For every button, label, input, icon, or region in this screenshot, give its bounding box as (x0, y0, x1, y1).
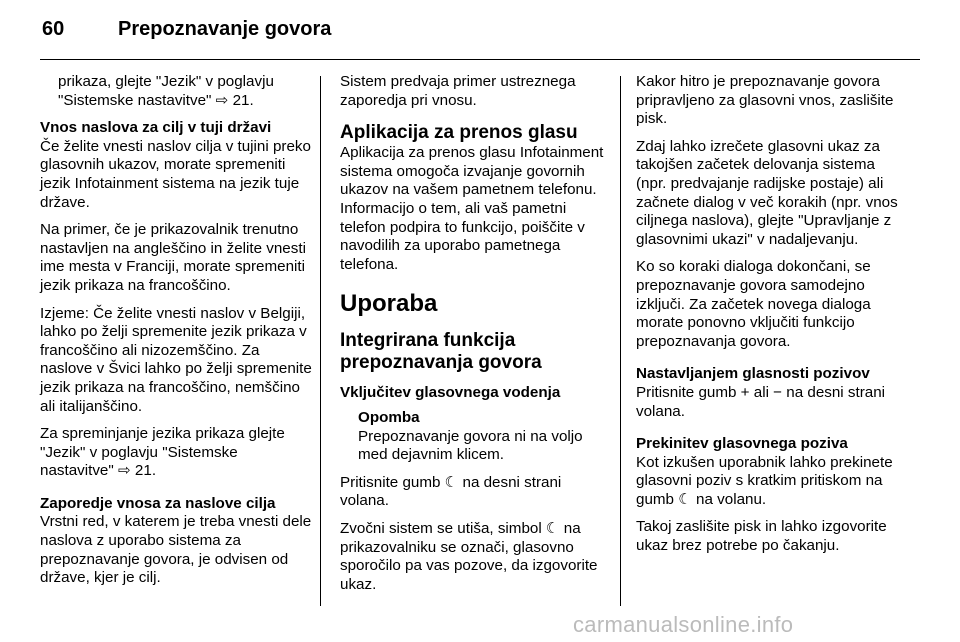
paragraph: Če želite vnesti naslov cilja v tujini preko glasovnih ukazov, morate spremeniti jezik Infotainment sistema na jezik tuje države. (40, 137, 311, 211)
paragraph: Kot izkušen uporabnik lahko prekinete glasovni poziv s kratkim pritiskom na gumb ☾ na volanu. (636, 453, 893, 508)
note-title: Opomba (358, 408, 420, 426)
section-heading: Nastavljanjem glasnosti pozivov (636, 365, 870, 383)
paragraph: Pritisnite gumb + ali − na desni strani volana. (636, 383, 886, 420)
section-heading: Zaporedje vnosa za naslove cilja (40, 494, 276, 512)
section-heading-large: Aplikacija za prenos glasu (340, 122, 578, 144)
section-heading: Prekinitev glasovnega poziva (636, 435, 848, 453)
section-heading: Vključitev glasovnega vodenja (340, 384, 561, 402)
column-divider-1 (320, 76, 321, 606)
paragraph: Kakor hitro je prepoznavanje govora pripravljeno za glasovni vnos, zaslišite pisk. (636, 73, 894, 128)
paragraph: Ko so koraki dialoga dokončani, se prepoznavanje govora samodejno izključi. Za začetek novega dialoga morate ponovno vključiti funkcijo prepoznavanja govora. (636, 258, 871, 350)
column-1 (40, 73, 312, 597)
page-header (0, 0, 960, 62)
paragraph: Izjeme: Če želite vnesti naslov v Belgiji, lahko po želji spremenite jezik prikaza v francoščino ali nizozemščino. Za naslove v Švici lahko po želji spremenite jezik prikaza na francoščino, nemščino ali italijanščino. (40, 304, 312, 415)
column-divider-2 (620, 76, 621, 606)
paragraph: Vrstni red, v katerem je treba vnesti dele naslova z uporabo sistema za prepoznavanje govora, je odvisen od države, kjer je cilj. (40, 513, 312, 587)
paragraph: Zvočni sistem se utiša, simbol ☾ na prikazovalniku se označi, glasovno sporočilo pa vas pozove, da izgovorite ukaz. (340, 519, 598, 593)
paragraph: Na primer, če je prikazovalnik trenutno nastavljen na angleščino in želite vnesti ime mesta v Franciji, morate spremeniti jezik prikaza na francoščino. (40, 221, 306, 294)
paragraph: Zdaj lahko izrečete glasovni ukaz za takojšen začetek delovanja sistema (npr. predvajanje radijske postaje) ali začnete dialog v več korakih (npr. vnos ciljnega naslova), glejte "Upravljanje z glasovnimi ukazi" v nadaljevanju. (636, 137, 898, 248)
paragraph: Sistem predvaja primer ustreznega zaporedja pri vnosu. (340, 73, 576, 109)
page-title: Prepoznavanje govora (118, 18, 332, 40)
page-number: 60 (42, 18, 65, 40)
paragraph: Takoj zaslišite pisk in lahko izgovorite ukaz brez potrebe po čakanju. (636, 518, 887, 555)
chapter-heading: Uporaba (340, 290, 438, 318)
subsection-heading: Integrirana funkcija prepoznavanja govora (340, 330, 542, 374)
watermark: carmanualsonline.info (573, 612, 794, 637)
paragraph: Za spreminjanje jezika prikaza glejte "Jezik" v poglavju "Sistemske nastavitve" ⇨ 21. (40, 425, 285, 480)
section-heading: Vnos naslova za cilj v tuji državi (40, 119, 272, 137)
note-box (340, 409, 612, 465)
note-body: Prepoznavanje govora ni na voljo med dejavnim klicem. (358, 427, 583, 464)
column-2 (340, 73, 612, 603)
paragraph: prikaza, glejte "Jezik" v poglavju "Sistemske nastavitve" ⇨ 21. (58, 73, 274, 109)
column-3 (636, 73, 908, 565)
paragraph: Pritisnite gumb ☾ na desni strani volana. (340, 473, 562, 510)
header-rule (40, 59, 920, 60)
paragraph: Aplikacija za prenos glasu Infotainment sistema omogoča izvajanje govornih ukazov na vašem pametnem telefonu. Informacijo o tem, ali vaš pametni telefon podpira to funkcijo, poiščite v navodilih za uporabo pametnega telefona. (340, 144, 604, 273)
